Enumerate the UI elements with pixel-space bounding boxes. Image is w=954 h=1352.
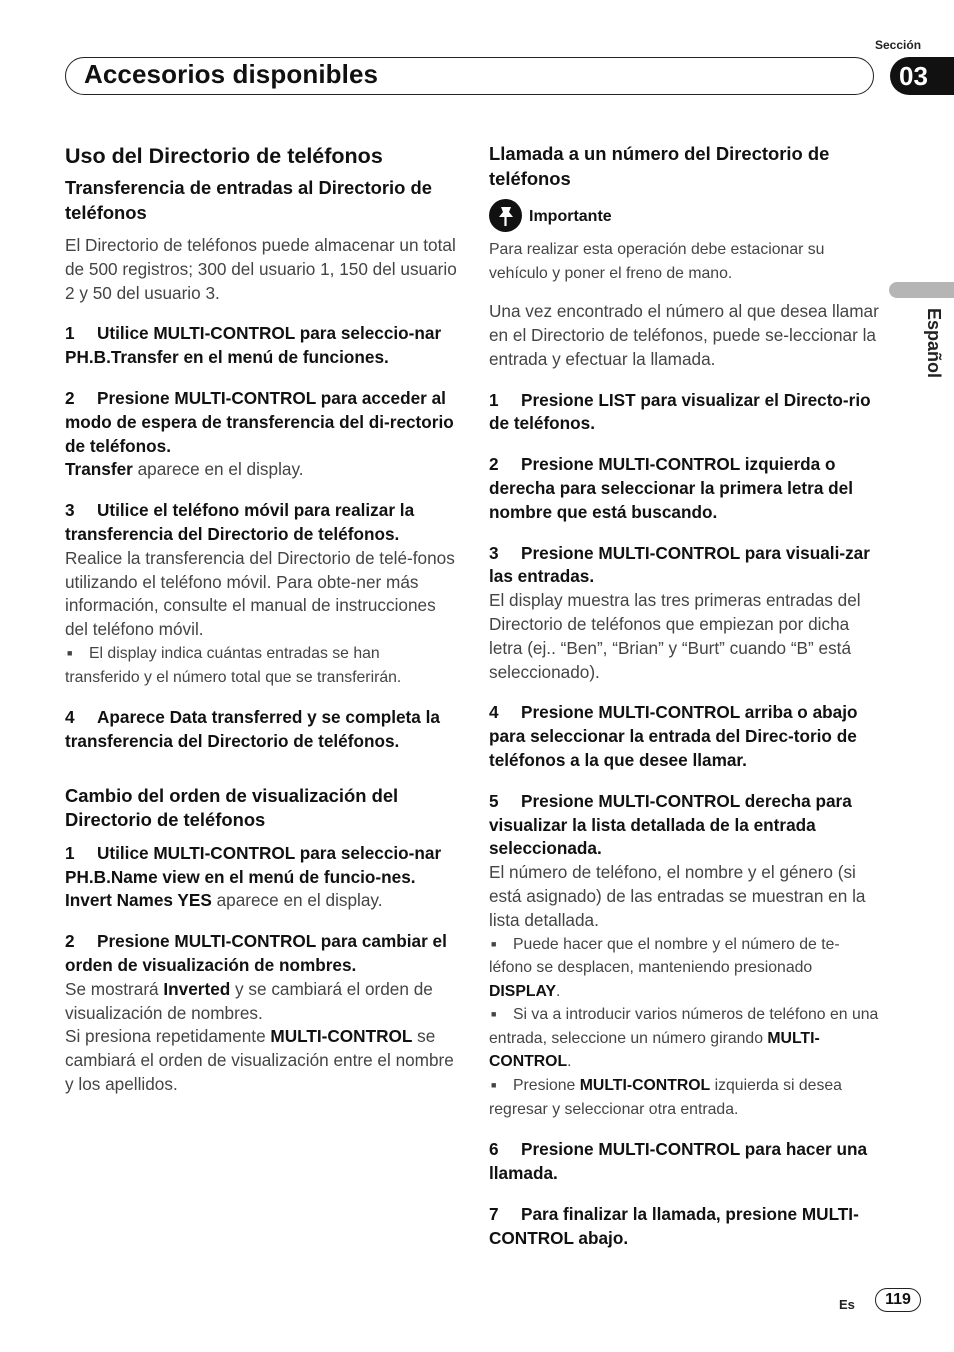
important-label: Importante — [529, 208, 612, 225]
call-step-3 — [489, 542, 881, 590]
display-term: Invert Names YES — [65, 890, 212, 911]
step-number: 1 — [65, 323, 75, 344]
step-number: 4 — [489, 702, 499, 723]
bullet-square-icon: ■ — [67, 647, 73, 658]
display-term: Transfer — [65, 459, 133, 480]
step-number: 5 — [489, 790, 499, 811]
note-text: Si va a introducir varios números de teléfono en una entrada, seleccione un número girando — [489, 1006, 879, 1047]
step-number: 1 — [489, 389, 499, 410]
step-number: 4 — [65, 707, 75, 728]
bullet-square-icon: ■ — [491, 1080, 497, 1091]
order-step-2-body-1 — [65, 978, 457, 1026]
step-text: Presione MULTI-CONTROL izquierda o derecha para seleccionar la primera letra del nombre que está buscando. — [489, 454, 853, 522]
order-step-2-body-2 — [65, 1025, 457, 1096]
call-step-5-body: El número de teléfono, el nombre y el género (si está asignado) de las entradas se muestran en la lista detallada. — [489, 862, 866, 930]
step-text: Presione LIST para visualizar el Directo-rio de teléfonos. — [489, 389, 871, 434]
note-text: izquierda si desea regresar y seleccionar otra entrada. — [489, 1077, 842, 1118]
step-text: Presione MULTI-CONTROL arriba o abajo para seleccionar la entrada del Direc-torio de teléfonos a la que desee llamar. — [489, 702, 858, 770]
call-step-3-body: El display muestra las tres primeras entradas del Directorio de teléfonos que empiezan por dicha letra (ej.. “Ben”, “Brian” y “Burt” cuando “B” está seleccionado). — [489, 590, 861, 682]
note-text: Puede hacer que el nombre y el número de te-léfono se desplacen, manteniendo presionado — [489, 935, 840, 977]
control-term: DISPLAY — [489, 982, 557, 1000]
transfer-step-3 — [65, 499, 457, 547]
bullet-square-icon: ■ — [491, 938, 497, 949]
call-step-2 — [489, 453, 881, 524]
call-step-6 — [489, 1138, 881, 1186]
order-step-1-body — [65, 889, 457, 913]
control-term: MULTI-CONTROL — [270, 1026, 413, 1047]
control-term: MULTI-CONTROL — [489, 1029, 820, 1071]
call-note-2 — [489, 1003, 881, 1074]
step-text: Utilice MULTI-CONTROL para seleccio-nar PH.B.Name view en el menú de funcio-nes. — [65, 842, 442, 887]
order-step-2 — [65, 930, 457, 978]
bullet-square-icon: ■ — [491, 1009, 497, 1020]
body-text: aparece en el display. — [211, 890, 383, 911]
call-note-3 — [489, 1074, 881, 1121]
subsection-heading-order: Cambio del orden de visualización del Directorio de teléfonos — [65, 784, 399, 831]
step-text: Utilice MULTI-CONTROL para seleccio-nar PH.B.Transfer en el menú de funciones. — [65, 323, 442, 368]
section-label: Sección — [875, 38, 922, 52]
right-column — [489, 142, 881, 1250]
section-heading: Uso del Directorio de teléfonos — [65, 144, 383, 168]
control-term: MULTI-CONTROL — [579, 1077, 711, 1095]
body-text: Se mostrará — [65, 978, 164, 999]
note-text: . — [567, 1053, 572, 1071]
language-side-label: Español — [924, 308, 944, 379]
transfer-step-4 — [65, 706, 457, 754]
step-text: Presione MULTI-CONTROL para cambiar el orden de visualización de nombres. — [65, 931, 447, 975]
page-title: Accesorios disponibles — [84, 59, 379, 89]
note-text: . — [556, 982, 561, 1000]
subsection-heading-call: Llamada a un número del Directorio de teléfonos — [489, 143, 830, 189]
subsection-heading-transfer: Transferencia de entradas al Directorio de teléfonos — [65, 177, 432, 223]
order-step-1 — [65, 842, 457, 890]
step-text: Presione MULTI-CONTROL derecha para visualizar la lista detallada de la entrada seleccionada. — [489, 790, 852, 859]
call-intro: Una vez encontrado el número al que desea llamar en el Directorio de teléfonos, puede se-leccionar la entrada y efectuar la llamada. — [489, 301, 879, 369]
important-pin-icon — [489, 199, 522, 232]
language-side-tab — [889, 282, 954, 298]
step-number: 2 — [489, 454, 499, 475]
step-text: Aparece Data transferred y se completa la transferencia del Directorio de teléfonos. — [65, 707, 440, 751]
note-text: El display indica cuántas entradas se han transferido y el número total que se transferirán. — [65, 644, 402, 686]
left-column — [65, 142, 457, 1097]
call-step-4 — [489, 701, 881, 772]
step-number: 1 — [65, 842, 75, 863]
step-number: 2 — [65, 931, 75, 952]
transfer-step-2 — [65, 387, 457, 458]
step-number: 3 — [489, 542, 499, 563]
body-text: aparece en el display. — [132, 459, 304, 480]
body-text: se cambiará el orden de visualización entre el nombre y los apellidos. — [65, 1026, 454, 1094]
body-text: Si presiona repetidamente — [65, 1026, 271, 1047]
step-text: Presione MULTI-CONTROL para visuali-zar las entradas. — [489, 542, 870, 587]
call-step-7 — [489, 1203, 881, 1251]
important-callout — [489, 199, 881, 232]
step-number: 3 — [65, 500, 75, 521]
step-text: Presione MULTI-CONTROL para acceder al modo de espera de transferencia del di-rectorio de teléfonos. — [65, 387, 454, 456]
body-text: y se cambiará el orden de visualización de nombres. — [65, 978, 433, 1023]
call-step-1 — [489, 389, 881, 437]
call-step-5 — [489, 790, 881, 861]
step-number: 7 — [489, 1203, 499, 1224]
step-number: 2 — [65, 387, 75, 408]
transfer-step-1 — [65, 322, 457, 370]
footer-language-code: Es — [839, 1297, 855, 1312]
step-text: Presione MULTI-CONTROL para hacer una llamada. — [489, 1139, 868, 1184]
step-number: 6 — [489, 1139, 499, 1160]
transfer-step-2-body — [65, 458, 457, 482]
important-text: Para realizar esta operación debe estacionar su vehículo y poner el freno de mano. — [489, 241, 825, 282]
step-text: Utilice el teléfono móvil para realizar la transferencia del Directorio de teléfonos. — [65, 500, 415, 544]
page-number: 119 — [875, 1288, 921, 1312]
display-term: Inverted — [163, 978, 231, 999]
section-number-badge: 03 — [890, 57, 954, 95]
call-note-1 — [489, 933, 881, 1004]
note-text: Presione — [513, 1077, 580, 1095]
transfer-step-3-body: Realice la transferencia del Directorio de telé-fonos utilizando el teléfono móvil. Para obte-ner más información, consulte el manual de instrucciones del teléfono móvil. — [65, 547, 455, 640]
transfer-step-3-note — [65, 642, 457, 689]
step-text: Para finalizar la llamada, presione MULTI-CONTROL abajo. — [489, 1203, 859, 1248]
transfer-intro: El Directorio de teléfonos puede almacenar un total de 500 registros; 300 del usuario 1, 150 del usuario 2 y 50 del usuario 3. — [65, 235, 457, 303]
